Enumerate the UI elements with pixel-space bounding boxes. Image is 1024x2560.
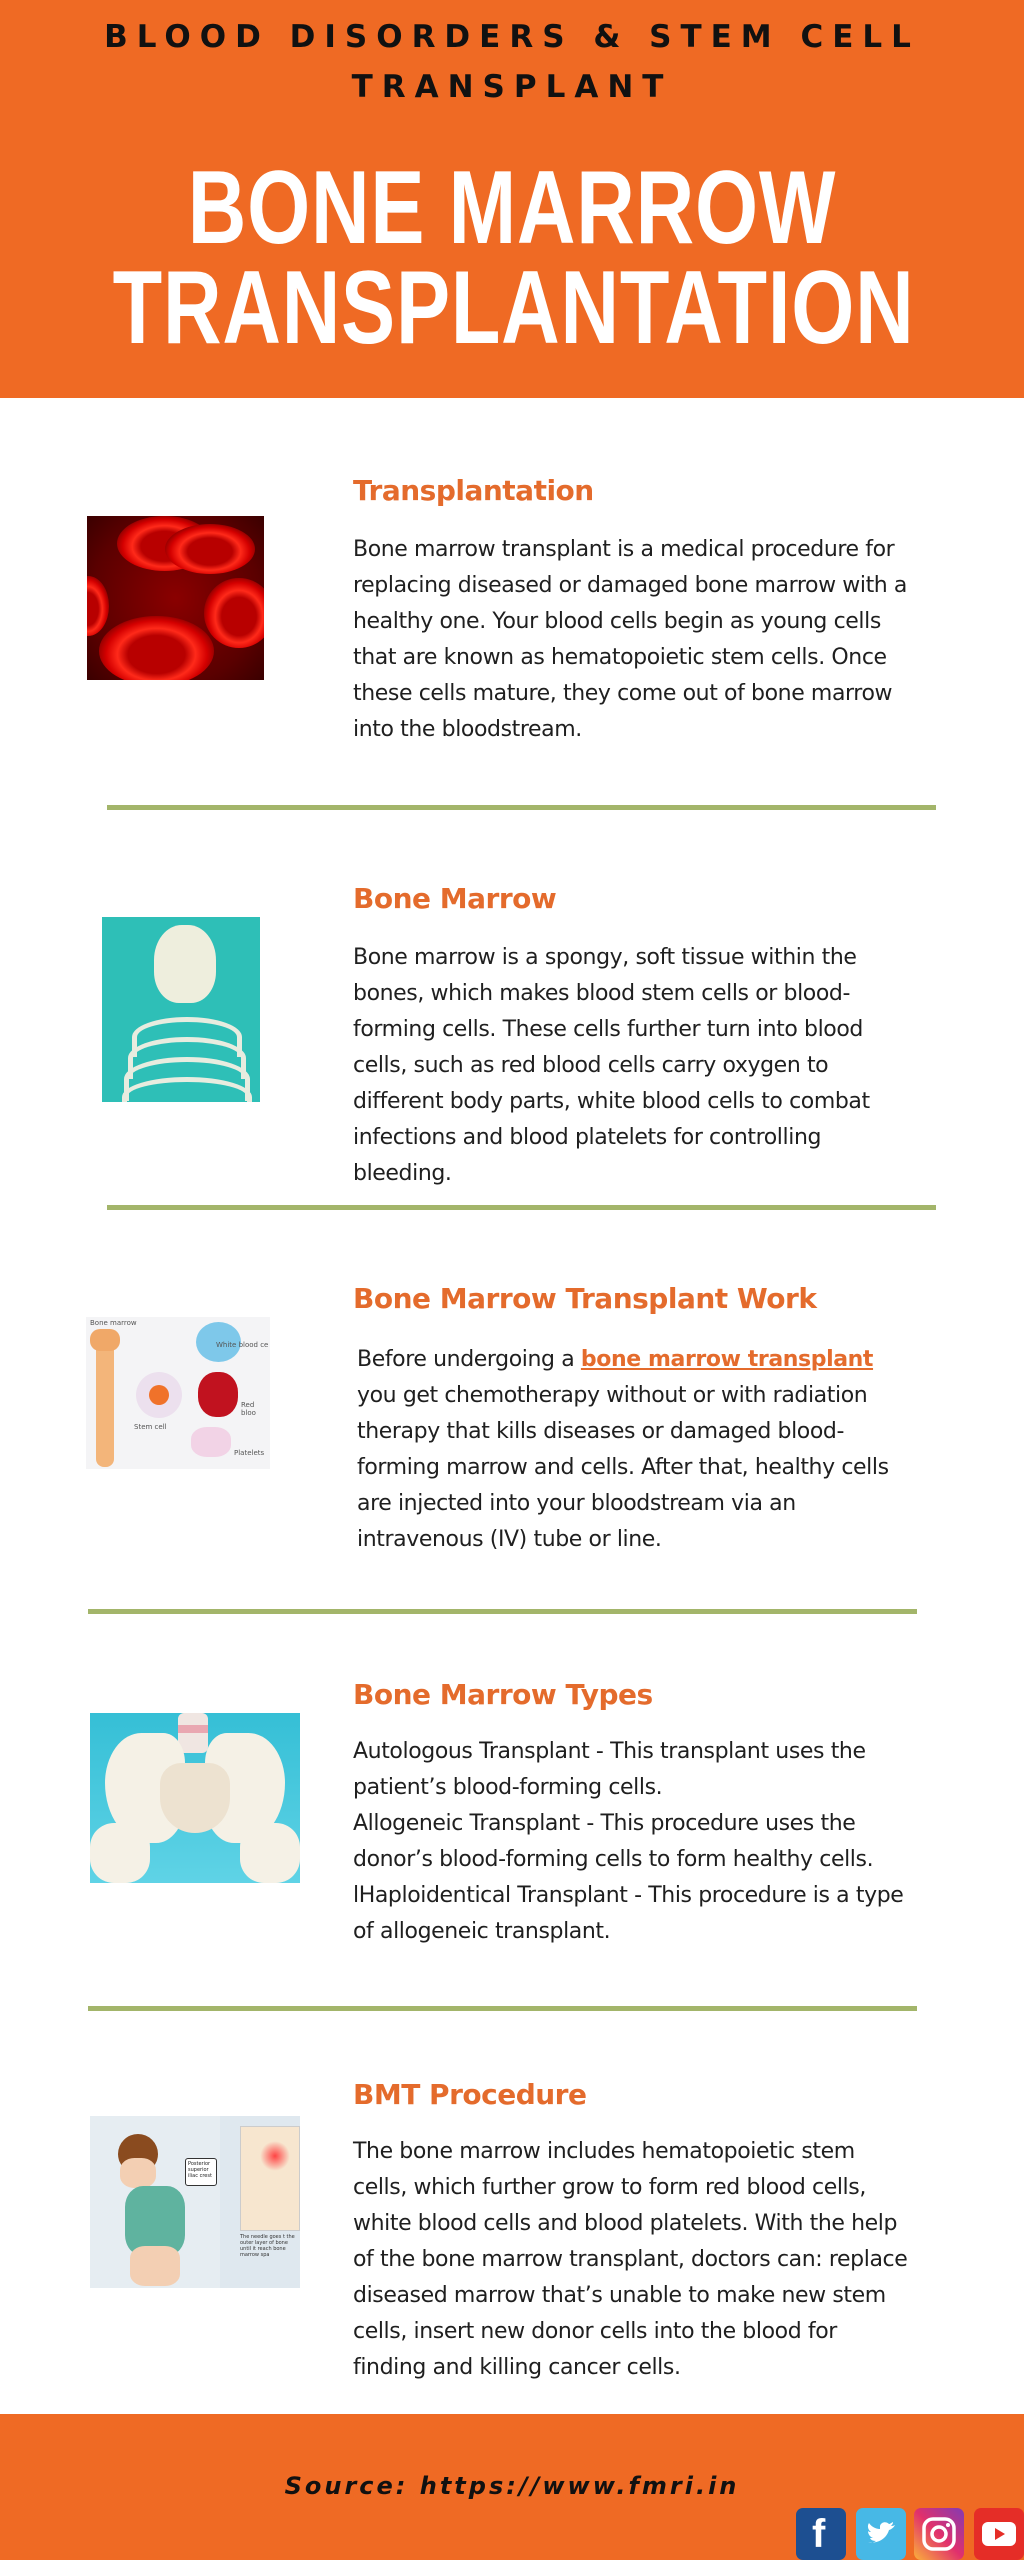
section-transplantation — [0, 470, 1024, 810]
bone-marrow-transplant-link[interactable]: bone marrow transplant — [580, 1347, 874, 1372]
illustration-callout: Posterior superior iliac crest — [185, 2158, 217, 2186]
section-body — [353, 1734, 913, 1950]
diagram-label: Red bloo — [241, 1401, 256, 1417]
diagram-label: White blood ce — [216, 1341, 269, 1349]
kicker-line-2: TRANSPLANT — [351, 69, 673, 105]
section-heading: Bone Marrow — [353, 882, 557, 915]
title-line-2: TRANSPLANTATION — [112, 250, 915, 366]
illustration-caption: The needle goes t the outer layer of bone until it reach bone marrow spa — [240, 2234, 295, 2258]
body-prefix: Before undergoing a — [357, 1347, 581, 1372]
page-title — [112, 150, 915, 366]
twitter-button[interactable] — [856, 2508, 906, 2560]
section-body — [357, 1342, 917, 1558]
section-heading: Transplantation — [353, 474, 594, 507]
body-suffix: you get chemotherapy without or with radiation therapy that kills diseases or damaged blood-forming marrow and cells. After that, healthy cells are injected into your bloodstream via an intravenous (IV) tube or line. — [357, 1383, 889, 1552]
diagram-label: Platelets — [234, 1449, 265, 1457]
section-divider — [107, 1205, 936, 1210]
section-divider — [107, 805, 936, 810]
section-bone-marrow-types — [0, 1670, 1024, 1990]
kicker-line-1: BLOOD DISORDERS & STEM CELL — [104, 19, 920, 55]
section-divider — [88, 2006, 917, 2011]
type-allogeneic: Allogeneic Transplant - This procedure uses the donor’s blood-forming cells to form healthy cells. — [353, 1811, 874, 1872]
section-body: The bone marrow includes hematopoietic stem cells, which further grow to form red blood cells, white blood cells and blood platelets. With the help of the bone marrow transplant, doctors can: replace diseased marrow that’s unable to make new stem cells, insert new donor cells into the blood for finding and killing cancer cells. — [353, 2139, 908, 2380]
footer-banner — [0, 2414, 1024, 2560]
section-body: Bone marrow transplant is a medical procedure for replacing diseased or damaged bone marrow with a healthy one. Your blood cells begin as young cells that are known as hematopoietic stem cells. Once these cells mature, they come out of bone marrow into the bloodstream. — [353, 537, 908, 742]
type-haploidentical: lHaploidentical Transplant - This procedure is a type of allogeneic transplant. — [353, 1883, 904, 1944]
section-heading: Bone Marrow Types — [353, 1678, 653, 1711]
facebook-button[interactable] — [796, 2508, 846, 2560]
title-line-1: BONE MARROW — [187, 150, 837, 266]
section-bmt-procedure — [0, 2070, 1024, 2400]
header-banner — [0, 0, 1024, 398]
facebook-icon: f — [812, 2512, 826, 2556]
instagram-icon — [914, 2508, 964, 2560]
diagram-label: Stem cell — [134, 1423, 167, 1431]
instagram-button[interactable] — [914, 2508, 964, 2560]
red-blood-cells-image — [87, 516, 264, 680]
section-bone-marrow — [0, 870, 1024, 1200]
youtube-button[interactable] — [974, 2508, 1024, 2560]
youtube-icon — [974, 2508, 1024, 2560]
category-kicker — [0, 12, 1024, 112]
stem-cell-diagram-image — [86, 1317, 270, 1469]
section-heading: BMT Procedure — [353, 2078, 587, 2111]
type-autologous: Autologous Transplant - This transplant uses the patient’s blood-forming cells. — [353, 1739, 866, 1800]
section-body: Bone marrow is a spongy, soft tissue within the bones, which makes blood stem cells or blood-forming cells. These cells further turn into blood cells, such as red blood cells carry oxygen to different body parts, white blood cells to combat infections and blood platelets for controlling bleeding. — [353, 945, 870, 1186]
section-divider — [88, 1609, 917, 1614]
pelvis-image — [90, 1713, 300, 1883]
twitter-icon — [856, 2508, 906, 2560]
diagram-label: Bone marrow — [90, 1319, 137, 1327]
section-transplant-work — [0, 1270, 1024, 1600]
section-heading: Bone Marrow Transplant Work — [353, 1282, 817, 1315]
source-credit: Source: https://www.fmri.in — [284, 2472, 740, 2500]
skeleton-image — [102, 917, 260, 1102]
bmt-procedure-illustration — [90, 2116, 300, 2288]
